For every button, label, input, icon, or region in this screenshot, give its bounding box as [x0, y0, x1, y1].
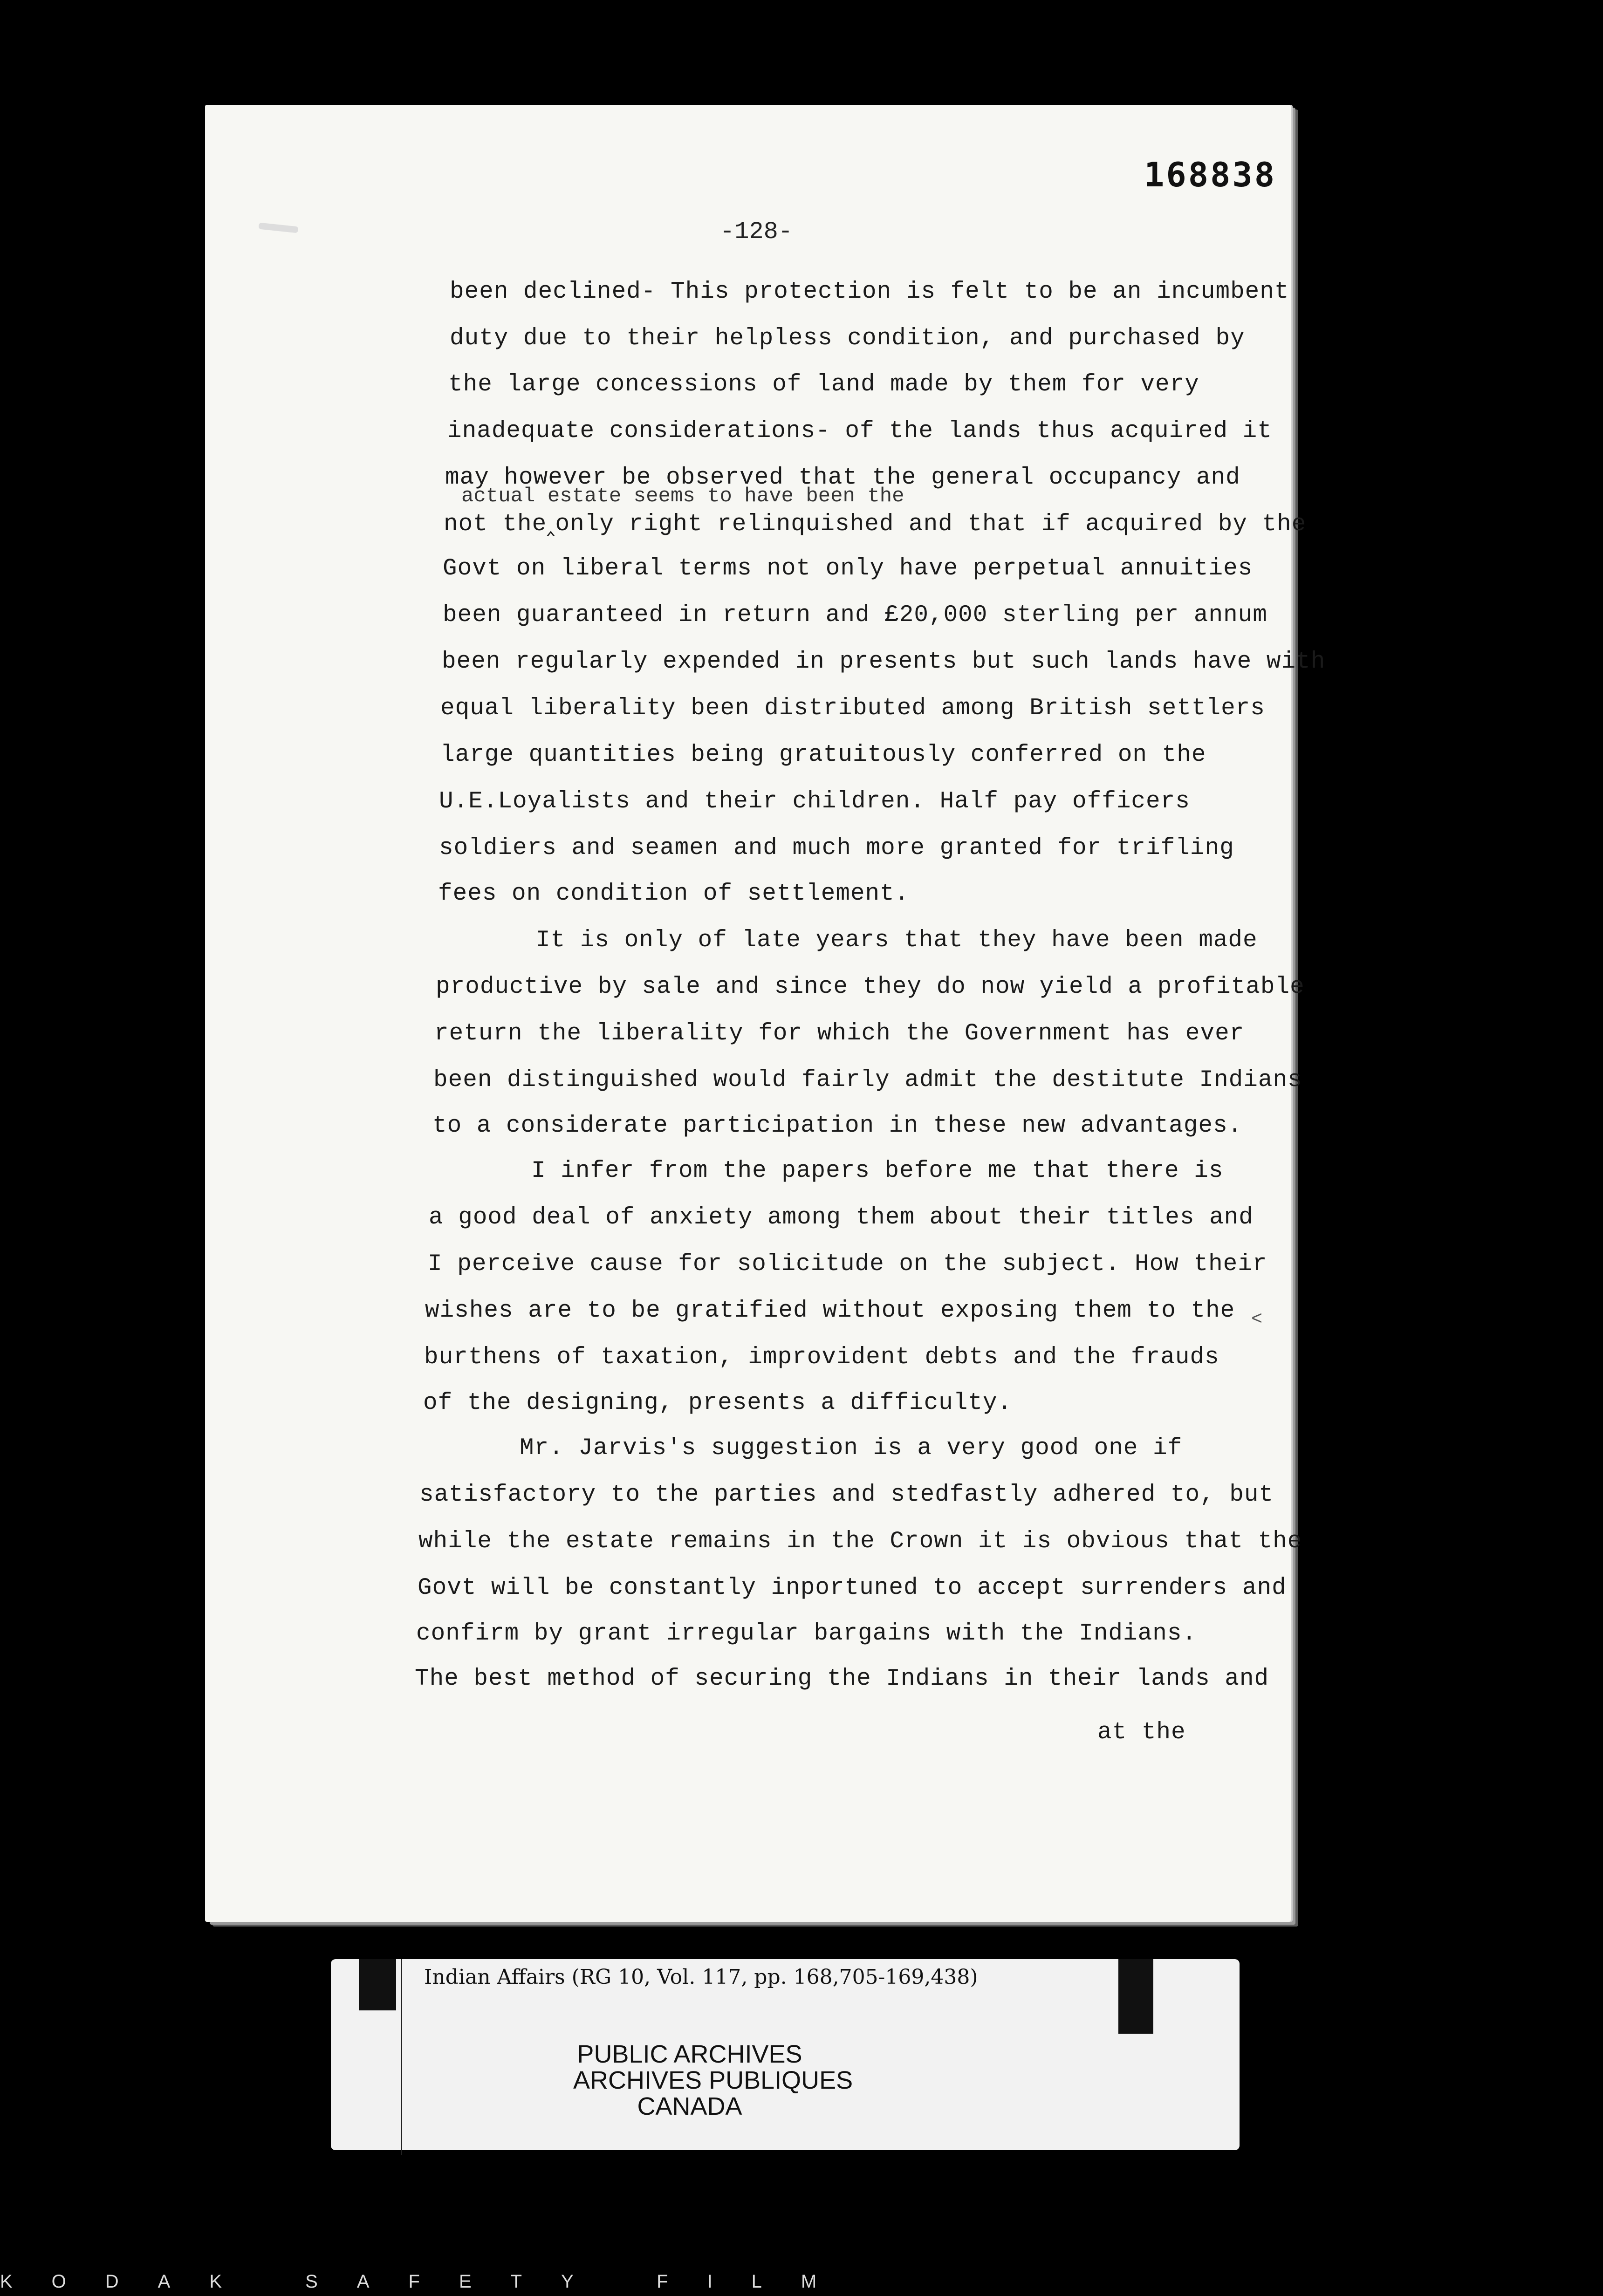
- text-line: The best method of securing the Indians in their lands and: [415, 1666, 1269, 1692]
- text-line: Mr. Jarvis's suggestion is a very good one if: [520, 1435, 1183, 1462]
- text-line: It is only of late years that they have been made: [536, 927, 1258, 954]
- label-notch-right: [1118, 1959, 1153, 2034]
- text-line: large quantities being gratuitously conferred on the: [440, 742, 1206, 768]
- page-number: -128-: [720, 218, 793, 246]
- archive-reference: Indian Affairs (RG 10, Vol. 117, pp. 168,705-169,438): [424, 1965, 978, 1989]
- text-line: may however be observed that the general occupancy and: [445, 465, 1240, 491]
- catchword: at the: [1097, 1719, 1186, 1746]
- text-line: duty due to their helpless condition, and purchased by: [450, 325, 1245, 352]
- text-line: the large concessions of land made by them for very: [448, 371, 1199, 398]
- text-line: productive by sale and since they do now yield a profitable: [436, 974, 1305, 1000]
- document-number: 168838: [1144, 155, 1277, 194]
- text-line: been guaranteed in return and £20,000 sterling per annum: [443, 602, 1267, 629]
- text-line: inadequate considerations- of the lands thus acquired it: [447, 418, 1272, 444]
- text-line: U.E.Loyalists and their children. Half pay officers: [439, 788, 1190, 815]
- text-line: confirm by grant irregular bargains with the Indians.: [416, 1620, 1197, 1647]
- text-line: fees on condition of settlement.: [438, 881, 910, 907]
- archive-name-en: PUBLIC ARCHIVES: [577, 2040, 802, 2068]
- text-line: soldiers and seamen and much more granted for trifling: [439, 835, 1234, 861]
- text-line: satisfactory to the parties and stedfastly adhered to, but: [419, 1482, 1274, 1508]
- text-line: of the designing, presents a difficulty.: [423, 1390, 1013, 1416]
- archive-country: CANADA: [637, 2092, 742, 2120]
- margin-mark: <: [1251, 1309, 1263, 1330]
- text-line: I perceive cause for solicitude on the subject. How their: [428, 1251, 1267, 1278]
- film-edge-print: KODAK SAFETY FILM: [0, 2271, 856, 2292]
- text-line: been distinguished would fairly admit the destitute Indians: [433, 1067, 1302, 1093]
- text-line: wishes are to be gratified without exposing them to the: [425, 1298, 1235, 1324]
- text-line: Govt will be constantly inportuned to accept surrenders and: [418, 1575, 1287, 1601]
- text-line: not the‸only right relinquished and that if acquired by the: [444, 511, 1307, 538]
- text-line: equal liberality been distributed among British settlers: [440, 695, 1265, 722]
- text-line: been regularly expended in presents but such lands have with: [442, 649, 1326, 675]
- text-line: burthens of taxation, improvident debts and the frauds: [424, 1344, 1219, 1371]
- text-line: to a considerate participation in these new advantages.: [432, 1113, 1243, 1139]
- text-line: Govt on liberal terms not only have perpetual annuities: [443, 555, 1253, 582]
- text-line: been declined- This protection is felt to be an incumbent: [450, 279, 1289, 305]
- interlinear-insert: actual estate seems to have been the: [461, 485, 904, 508]
- archive-name-fr: ARCHIVES PUBLIQUES: [573, 2066, 853, 2094]
- label-notch-left: [359, 1959, 396, 2010]
- text-line: a good deal of anxiety among them about their titles and: [429, 1204, 1254, 1231]
- text-line: while the estate remains in the Crown it is obvious that the: [418, 1528, 1302, 1555]
- text-line: return the liberality for which the Government has ever: [434, 1020, 1245, 1047]
- text-line: I infer from the papers before me that there is: [531, 1158, 1224, 1184]
